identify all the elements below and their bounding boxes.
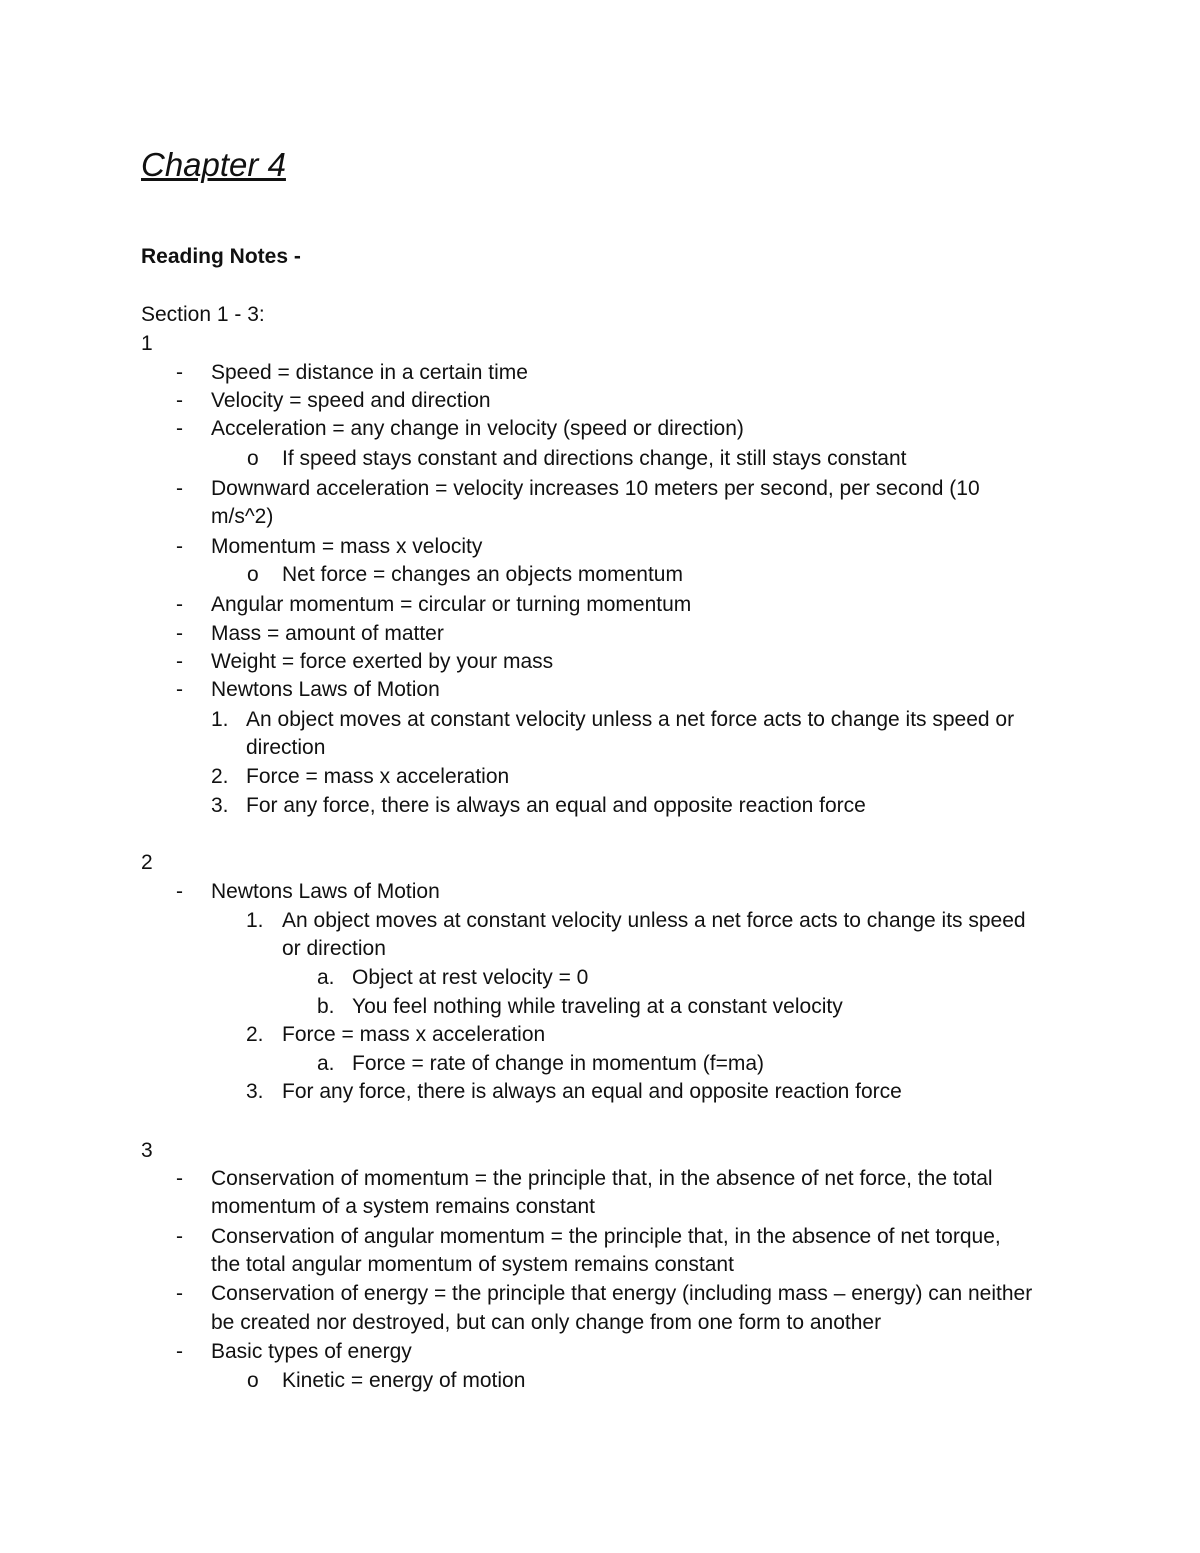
bullet-dash: - bbox=[176, 622, 183, 645]
part-number: 3 bbox=[141, 1139, 153, 1162]
note-line: Speed = distance in a certain time bbox=[211, 361, 528, 384]
note-line: Momentum = mass x velocity bbox=[211, 535, 483, 558]
note-line: If speed stays constant and directions change, it still stays constant bbox=[282, 447, 907, 470]
bullet-dash: - bbox=[176, 417, 183, 440]
note-line: You feel nothing while traveling at a constant velocity bbox=[352, 995, 843, 1018]
section-heading: Section 1 - 3: bbox=[141, 303, 265, 326]
bullet-dash: - bbox=[176, 535, 183, 558]
note-line: Force = mass x acceleration bbox=[282, 1023, 546, 1046]
note-line: Conservation of momentum = the principle that, in the absence of net force, the total bbox=[211, 1167, 993, 1190]
list-number: 1. bbox=[211, 708, 229, 731]
list-number: 3. bbox=[211, 794, 229, 817]
note-line: Kinetic = energy of motion bbox=[282, 1369, 526, 1392]
bullet-circle: o bbox=[247, 1369, 259, 1392]
list-number: 2. bbox=[246, 1023, 264, 1046]
note-line: For any force, there is always an equal and opposite reaction force bbox=[246, 794, 866, 817]
part-number: 2 bbox=[141, 851, 153, 874]
note-line-continued: the total angular momentum of system remains constant bbox=[211, 1253, 734, 1276]
note-line-continued: m/s^2) bbox=[211, 505, 274, 528]
bullet-dash: - bbox=[176, 678, 183, 701]
note-line: Force = rate of change in momentum (f=ma) bbox=[352, 1052, 765, 1075]
note-line: Conservation of angular momentum = the principle that, in the absence of net torque, bbox=[211, 1225, 1001, 1248]
list-number: 1. bbox=[246, 909, 264, 932]
note-line: Mass = amount of matter bbox=[211, 622, 444, 645]
note-line-continued: direction bbox=[246, 736, 326, 759]
bullet-circle: o bbox=[247, 447, 259, 470]
note-line: Acceleration = any change in velocity (speed or direction) bbox=[211, 417, 744, 440]
bullet-dash: - bbox=[176, 1282, 183, 1305]
reading-notes-heading: Reading Notes - bbox=[141, 245, 301, 268]
list-number: 3. bbox=[246, 1080, 264, 1103]
bullet-dash: - bbox=[176, 389, 183, 412]
note-line: An object moves at constant velocity unless a net force acts to change its speed or bbox=[246, 708, 1015, 731]
bullet-dash: - bbox=[176, 593, 183, 616]
list-number: 2. bbox=[211, 765, 229, 788]
bullet-dash: - bbox=[176, 1167, 183, 1190]
note-line: Object at rest velocity = 0 bbox=[352, 966, 589, 989]
note-line: Net force = changes an objects momentum bbox=[282, 563, 683, 586]
note-line: An object moves at constant velocity unless a net force acts to change its speed bbox=[282, 909, 1026, 932]
note-line: Newtons Laws of Motion bbox=[211, 678, 440, 701]
bullet-dash: - bbox=[176, 361, 183, 384]
bullet-dash: - bbox=[176, 650, 183, 673]
bullet-dash: - bbox=[176, 1340, 183, 1363]
note-line-continued: be created nor destroyed, but can only change from one form to another bbox=[211, 1311, 882, 1334]
note-line: Basic types of energy bbox=[211, 1340, 412, 1363]
bullet-circle: o bbox=[247, 563, 259, 586]
note-line: Velocity = speed and direction bbox=[211, 389, 491, 412]
note-line-continued: momentum of a system remains constant bbox=[211, 1195, 595, 1218]
note-line: Weight = force exerted by your mass bbox=[211, 650, 554, 673]
note-line: Conservation of energy = the principle that energy (including mass – energy) can neither bbox=[211, 1282, 1033, 1305]
note-line: For any force, there is always an equal and opposite reaction force bbox=[282, 1080, 902, 1103]
bullet-dash: - bbox=[176, 1225, 183, 1248]
note-line: Angular momentum = circular or turning momentum bbox=[211, 593, 692, 616]
part-number: 1 bbox=[141, 332, 153, 355]
note-line: Force = mass x acceleration bbox=[246, 765, 510, 788]
list-letter: a. bbox=[317, 966, 335, 989]
note-line: Downward acceleration = velocity increases 10 meters per second, per second (10 bbox=[211, 477, 980, 500]
list-letter: b. bbox=[317, 995, 335, 1018]
note-line: Newtons Laws of Motion bbox=[211, 880, 440, 903]
bullet-dash: - bbox=[176, 477, 183, 500]
bullet-dash: - bbox=[176, 880, 183, 903]
note-line-continued: or direction bbox=[282, 937, 386, 960]
list-letter: a. bbox=[317, 1052, 335, 1075]
page-title: Chapter 4 bbox=[141, 146, 286, 183]
